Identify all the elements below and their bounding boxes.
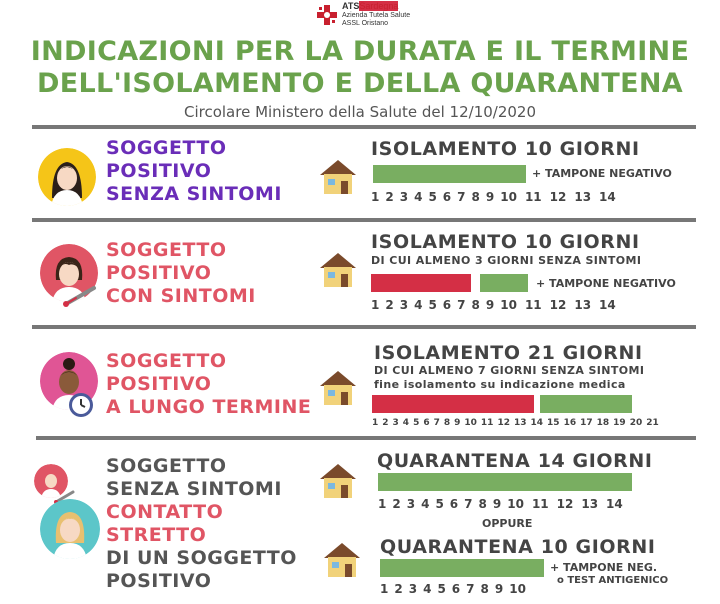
day-number: 10: [507, 497, 524, 511]
day-number: 7: [466, 582, 475, 596]
day-number: 9: [492, 497, 502, 511]
day-number: 14: [606, 497, 623, 511]
day-number: 11: [524, 298, 542, 312]
row4-days: [378, 497, 631, 511]
day-number: 5: [428, 298, 437, 312]
day-number: 9: [485, 298, 495, 312]
day-number: 8: [480, 582, 489, 596]
day-number: 11: [480, 418, 494, 428]
day-number: 13: [513, 418, 527, 428]
row3-days: [372, 418, 663, 428]
row4b-note2: o TEST ANTIGENICO: [557, 575, 669, 586]
day-number: 10: [500, 190, 517, 204]
day-number: 7: [433, 418, 440, 428]
avatar-positive-no-symptoms: [38, 148, 96, 206]
quarantine-bar: [378, 473, 632, 491]
day-number: 3: [392, 418, 399, 428]
subject-label-4: SOGGETTO SENZA SINTOMI CONTATTO STRETTO DI UN SOGGETTO POSITIVO: [106, 455, 297, 592]
day-number: 4: [402, 418, 410, 428]
day-number: 6: [451, 582, 461, 596]
logo-brand-a: ATS: [342, 1, 360, 11]
day-number: 18: [596, 418, 610, 428]
day-number: 6: [423, 418, 430, 428]
day-number: 15: [547, 418, 560, 428]
house-icon: [318, 157, 358, 197]
day-number: 21: [646, 418, 659, 428]
quarantine-bar: [380, 559, 544, 577]
row3-title: ISOLAMENTO 21 GIORNI: [374, 342, 643, 364]
isolation-bar: [373, 165, 526, 183]
row4b-days: [380, 582, 534, 596]
day-number: 13: [581, 497, 599, 511]
day-number: 8: [443, 418, 451, 428]
ats-logo: [316, 2, 410, 28]
day-number: 1: [371, 298, 380, 312]
day-number: 8: [471, 190, 480, 204]
logo-line2: Azienda Tutela Salute: [342, 12, 411, 19]
day-number: 2: [392, 497, 401, 511]
day-number: 10: [500, 298, 517, 312]
day-number: 13: [574, 298, 592, 312]
or-label: OPPURE: [482, 517, 533, 530]
subject-label-1: SOGGETTO POSITIVO SENZA SINTOMI: [106, 137, 282, 205]
symptoms-bar: [372, 395, 534, 413]
day-number: 10: [464, 418, 477, 428]
day-number: 1: [378, 497, 387, 511]
page-title-line1: INDICAZIONI PER LA DURATA E IL TERMINE: [30, 36, 690, 67]
day-number: 1: [372, 418, 379, 428]
day-number: 16: [563, 418, 577, 428]
day-number: 6: [442, 190, 452, 204]
day-number: 12: [497, 418, 510, 428]
day-number: 14: [599, 190, 616, 204]
row3-subtitle2: fine isolamento su indicazione medica: [374, 378, 626, 391]
row2-days: [371, 298, 624, 312]
day-number: 20: [629, 418, 643, 428]
day-number: 8: [471, 298, 480, 312]
day-number: 12: [549, 298, 567, 312]
clock-icon: [68, 392, 94, 418]
day-number: 4: [414, 190, 423, 204]
house-icon: [318, 368, 358, 408]
day-number: 7: [457, 298, 466, 312]
day-number: 14: [599, 298, 616, 312]
day-number: 3: [406, 497, 416, 511]
day-number: 2: [394, 582, 403, 596]
day-number: 7: [464, 497, 473, 511]
day-number: 5: [437, 582, 446, 596]
day-number: 8: [478, 497, 487, 511]
divider: [32, 325, 696, 329]
row1-title: ISOLAMENTO 10 GIORNI: [371, 138, 640, 160]
day-number: 9: [485, 190, 495, 204]
row1-days: [371, 190, 624, 204]
day-number: 12: [549, 190, 567, 204]
ats-logo-icon: [316, 4, 338, 26]
avatar-contact: [40, 499, 100, 559]
symptom-free-bar: [540, 395, 632, 413]
row2-note: + TAMPONE NEGATIVO: [536, 277, 676, 290]
day-number: 3: [399, 190, 409, 204]
day-number: 4: [423, 582, 432, 596]
day-number: 3: [399, 298, 409, 312]
row1-note: + TAMPONE NEGATIVO: [532, 167, 672, 180]
row3-subtitle: DI CUI ALMENO 7 GIORNI SENZA SINTOMI: [374, 364, 645, 377]
day-number: 5: [428, 190, 437, 204]
day-number: 2: [385, 190, 394, 204]
row4-title: QUARANTENA 14 GIORNI: [377, 450, 653, 472]
day-number: 12: [556, 497, 574, 511]
day-number: 1: [371, 190, 380, 204]
day-number: 9: [454, 418, 461, 428]
day-number: 17: [580, 418, 593, 428]
day-number: 14: [530, 418, 544, 428]
day-number: 10: [509, 582, 526, 596]
symptoms-bar: [371, 274, 471, 292]
day-number: 2: [382, 418, 389, 428]
day-number: 13: [574, 190, 592, 204]
house-icon: [322, 540, 362, 580]
subject-label-2: SOGGETTO POSITIVO CON SINTOMI: [106, 239, 256, 307]
day-number: 5: [435, 497, 444, 511]
subject-label-3: SOGGETTO POSITIVO A LUNGO TERMINE: [106, 350, 312, 418]
divider: [36, 436, 696, 440]
day-number: 6: [442, 298, 452, 312]
day-number: 4: [414, 298, 423, 312]
house-icon: [318, 250, 358, 290]
row2-title: ISOLAMENTO 10 GIORNI: [371, 231, 640, 253]
page-title-line2: DELL'ISOLAMENTO E DELLA QUARANTENA: [37, 68, 683, 99]
logo-line3: ASSL Oristano: [342, 20, 389, 27]
divider: [32, 125, 696, 129]
day-number: 6: [449, 497, 459, 511]
row4b-title: QUARANTENA 10 GIORNI: [380, 536, 656, 558]
house-icon: [318, 461, 358, 501]
page-subtitle: Circolare Ministero della Salute del 12/10/2020: [183, 103, 537, 121]
day-number: 7: [457, 190, 466, 204]
day-number: 4: [421, 497, 430, 511]
row2-subtitle: DI CUI ALMENO 3 GIORNI SENZA SINTOMI: [371, 254, 642, 267]
symptom-free-bar: [480, 274, 528, 292]
day-number: 11: [524, 190, 542, 204]
day-number: 11: [531, 497, 549, 511]
divider: [32, 218, 696, 222]
day-number: 3: [408, 582, 418, 596]
day-number: 1: [380, 582, 389, 596]
row4b-note1: + TAMPONE NEG.: [550, 561, 658, 574]
day-number: 9: [494, 582, 504, 596]
day-number: 2: [385, 298, 394, 312]
day-number: 5: [413, 418, 420, 428]
thermometer-icon: [62, 284, 100, 308]
day-number: 19: [613, 418, 626, 428]
logo-brand-b: Sardegna: [359, 1, 399, 11]
